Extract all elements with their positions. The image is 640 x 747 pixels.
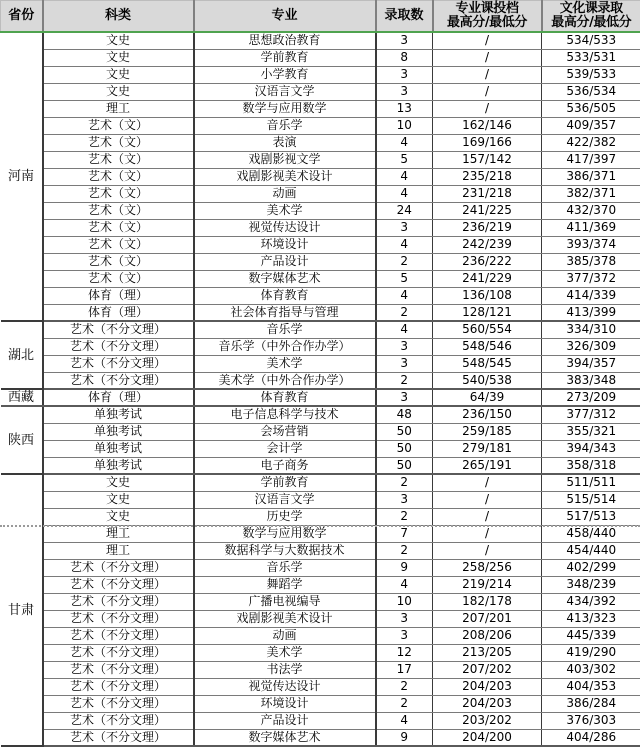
column-header-major-score: [433, 1, 542, 33]
major-score-cell: 241/229: [433, 270, 542, 287]
culture-score-line2: 最高分/最低分: [545, 16, 639, 30]
major-score-cell: 203/202: [433, 712, 542, 729]
culture-score-cell: 515/514: [542, 491, 640, 508]
count-cell: 2: [376, 695, 433, 712]
province-cell: 西藏: [1, 389, 43, 406]
table-row: [1, 185, 640, 202]
major-cell: 视觉传达设计: [194, 678, 376, 695]
major-score-cell: 204/203: [433, 695, 542, 712]
table-row: [1, 457, 640, 474]
count-cell: 2: [376, 508, 433, 525]
major-score-cell: 169/166: [433, 134, 542, 151]
major-score-cell: 136/108: [433, 287, 542, 304]
count-cell: 9: [376, 559, 433, 576]
category-cell: 艺术（不分文理）: [43, 576, 194, 593]
culture-score-cell: 413/323: [542, 610, 640, 627]
culture-score-cell: 385/378: [542, 253, 640, 270]
major-cell: 数字媒体艺术: [194, 729, 376, 746]
major-cell: 动画: [194, 627, 376, 644]
major-cell: 戏剧影视文学: [194, 151, 376, 168]
major-cell: 美术学（中外合作办学）: [194, 372, 376, 389]
table-header: [1, 1, 640, 33]
culture-score-cell: 422/382: [542, 134, 640, 151]
count-cell: 2: [376, 678, 433, 695]
culture-score-cell: 409/357: [542, 117, 640, 134]
table-row: [1, 321, 640, 338]
major-cell: 戏剧影视美术设计: [194, 610, 376, 627]
culture-score-cell: 539/533: [542, 66, 640, 83]
count-cell: 17: [376, 661, 433, 678]
category-cell: 体育（理）: [43, 389, 194, 406]
column-header-category: 科类: [43, 1, 194, 33]
major-cell: 汉语言文学: [194, 491, 376, 508]
category-cell: 艺术（不分文理）: [43, 627, 194, 644]
major-score-cell: /: [433, 32, 542, 49]
table-row: [1, 32, 640, 49]
major-score-cell: 204/203: [433, 678, 542, 695]
table-row: [1, 270, 640, 287]
count-cell: 4: [376, 287, 433, 304]
culture-score-cell: 393/374: [542, 236, 640, 253]
major-score-cell: 207/202: [433, 661, 542, 678]
table-row: [1, 151, 640, 168]
table-row: [1, 372, 640, 389]
table-row: [1, 508, 640, 525]
count-cell: 50: [376, 423, 433, 440]
culture-score-cell: 326/309: [542, 338, 640, 355]
major-cell: 数据科学与大数据技术: [194, 542, 376, 559]
category-cell: 单独考试: [43, 406, 194, 423]
major-score-cell: 236/219: [433, 219, 542, 236]
table-row: [1, 678, 640, 695]
table-row: [1, 236, 640, 253]
category-cell: 艺术（文）: [43, 134, 194, 151]
count-cell: 50: [376, 440, 433, 457]
category-cell: 艺术（文）: [43, 219, 194, 236]
category-cell: 理工: [43, 100, 194, 117]
count-cell: 4: [376, 321, 433, 338]
major-cell: 视觉传达设计: [194, 219, 376, 236]
table-row: [1, 542, 640, 559]
culture-score-cell: 403/302: [542, 661, 640, 678]
table-row: [1, 338, 640, 355]
major-cell: 数学与应用数学: [194, 525, 376, 542]
culture-score-cell: 533/531: [542, 49, 640, 66]
major-cell: 美术学: [194, 644, 376, 661]
category-cell: 文史: [43, 66, 194, 83]
category-cell: 艺术（不分文理）: [43, 695, 194, 712]
culture-score-cell: 334/310: [542, 321, 640, 338]
table-row: [1, 440, 640, 457]
table-row: [1, 134, 640, 151]
major-score-cell: /: [433, 49, 542, 66]
count-cell: 24: [376, 202, 433, 219]
count-cell: 12: [376, 644, 433, 661]
count-cell: 48: [376, 406, 433, 423]
major-score-cell: 540/538: [433, 372, 542, 389]
category-cell: 单独考试: [43, 423, 194, 440]
major-score-cell: 219/214: [433, 576, 542, 593]
table-row: [1, 304, 640, 321]
major-cell: 环境设计: [194, 695, 376, 712]
category-cell: 艺术（不分文理）: [43, 729, 194, 746]
count-cell: 8: [376, 49, 433, 66]
category-cell: 艺术（不分文理）: [43, 321, 194, 338]
major-score-cell: 279/181: [433, 440, 542, 457]
table-row: [1, 729, 640, 746]
count-cell: 3: [376, 83, 433, 100]
culture-score-cell: 411/369: [542, 219, 640, 236]
major-cell: 书法学: [194, 661, 376, 678]
category-cell: 理工: [43, 525, 194, 542]
major-cell: 舞蹈学: [194, 576, 376, 593]
category-cell: 艺术（文）: [43, 185, 194, 202]
category-cell: 文史: [43, 491, 194, 508]
province-cell: 甘肃: [1, 474, 43, 746]
culture-score-cell: 386/284: [542, 695, 640, 712]
header-row: [1, 1, 640, 33]
major-score-cell: 242/239: [433, 236, 542, 253]
major-score-cell: 128/121: [433, 304, 542, 321]
culture-score-cell: 358/318: [542, 457, 640, 474]
category-cell: 单独考试: [43, 457, 194, 474]
major-cell: 美术学: [194, 355, 376, 372]
major-cell: 表演: [194, 134, 376, 151]
table-row: [1, 117, 640, 134]
category-cell: 艺术（不分文理）: [43, 559, 194, 576]
count-cell: 5: [376, 270, 433, 287]
major-score-cell: 213/205: [433, 644, 542, 661]
count-cell: 2: [376, 304, 433, 321]
major-cell: 小学教育: [194, 66, 376, 83]
count-cell: 3: [376, 66, 433, 83]
major-score-cell: 162/146: [433, 117, 542, 134]
major-score-cell: 259/185: [433, 423, 542, 440]
category-cell: 艺术（文）: [43, 168, 194, 185]
category-cell: 艺术（文）: [43, 117, 194, 134]
major-score-cell: 258/256: [433, 559, 542, 576]
culture-score-cell: 434/392: [542, 593, 640, 610]
culture-score-cell: 445/339: [542, 627, 640, 644]
category-cell: 艺术（不分文理）: [43, 610, 194, 627]
count-cell: 2: [376, 474, 433, 491]
table-row: [1, 49, 640, 66]
count-cell: 3: [376, 627, 433, 644]
category-cell: 艺术（文）: [43, 151, 194, 168]
count-cell: 4: [376, 134, 433, 151]
major-score-cell: 182/178: [433, 593, 542, 610]
table-row: [1, 406, 640, 423]
province-cell: 湖北: [1, 321, 43, 389]
count-cell: 4: [376, 185, 433, 202]
major-cell: 思想政治教育: [194, 32, 376, 49]
count-cell: 5: [376, 151, 433, 168]
category-cell: 文史: [43, 474, 194, 491]
major-cell: 戏剧影视美术设计: [194, 168, 376, 185]
major-cell: 产品设计: [194, 253, 376, 270]
major-cell: 音乐学: [194, 321, 376, 338]
major-score-cell: 231/218: [433, 185, 542, 202]
major-score-cell: /: [433, 491, 542, 508]
culture-score-cell: 414/339: [542, 287, 640, 304]
count-cell: 3: [376, 491, 433, 508]
category-cell: 艺术（文）: [43, 270, 194, 287]
culture-score-cell: 376/303: [542, 712, 640, 729]
count-cell: 2: [376, 372, 433, 389]
count-cell: 7: [376, 525, 433, 542]
major-score-cell: /: [433, 542, 542, 559]
culture-score-line1: 文化课录取: [545, 2, 639, 16]
major-cell: 数学与应用数学: [194, 100, 376, 117]
major-score-cell: 236/222: [433, 253, 542, 270]
culture-score-cell: 536/534: [542, 83, 640, 100]
culture-score-cell: 382/371: [542, 185, 640, 202]
category-cell: 艺术（不分文理）: [43, 593, 194, 610]
province-cell: 河南: [1, 32, 43, 321]
major-cell: 音乐学: [194, 559, 376, 576]
category-cell: 文史: [43, 32, 194, 49]
culture-score-cell: 377/372: [542, 270, 640, 287]
major-score-cell: /: [433, 100, 542, 117]
table-row: [1, 661, 640, 678]
count-cell: 10: [376, 117, 433, 134]
count-cell: 13: [376, 100, 433, 117]
major-score-cell: 560/554: [433, 321, 542, 338]
table-row: [1, 474, 640, 491]
category-cell: 文史: [43, 508, 194, 525]
major-score-cell: /: [433, 474, 542, 491]
major-score-cell: 548/546: [433, 338, 542, 355]
major-cell: 汉语言文学: [194, 83, 376, 100]
table-row: [1, 593, 640, 610]
culture-score-cell: 355/321: [542, 423, 640, 440]
culture-score-cell: 413/399: [542, 304, 640, 321]
major-score-cell: 548/545: [433, 355, 542, 372]
table-row: [1, 644, 640, 661]
culture-score-cell: 534/533: [542, 32, 640, 49]
count-cell: 3: [376, 355, 433, 372]
culture-score-cell: 394/357: [542, 355, 640, 372]
category-cell: 艺术（不分文理）: [43, 678, 194, 695]
major-cell: 体育教育: [194, 389, 376, 406]
culture-score-cell: 419/290: [542, 644, 640, 661]
culture-score-cell: 377/312: [542, 406, 640, 423]
count-cell: 4: [376, 712, 433, 729]
culture-score-cell: 404/353: [542, 678, 640, 695]
table-row: [1, 576, 640, 593]
culture-score-cell: 383/348: [542, 372, 640, 389]
count-cell: 3: [376, 610, 433, 627]
major-cell: 会计学: [194, 440, 376, 457]
culture-score-cell: 348/239: [542, 576, 640, 593]
count-cell: 2: [376, 253, 433, 270]
culture-score-cell: 402/299: [542, 559, 640, 576]
count-cell: 2: [376, 542, 433, 559]
table-row: [1, 610, 640, 627]
column-header-count: 录取数: [376, 1, 433, 33]
major-cell: 美术学: [194, 202, 376, 219]
culture-score-cell: 511/511: [542, 474, 640, 491]
table-row: [1, 627, 640, 644]
major-cell: 环境设计: [194, 236, 376, 253]
category-cell: 艺术（不分文理）: [43, 338, 194, 355]
category-cell: 艺术（文）: [43, 202, 194, 219]
major-score-cell: /: [433, 83, 542, 100]
category-cell: 理工: [43, 542, 194, 559]
major-cell: 广播电视编导: [194, 593, 376, 610]
culture-score-cell: 386/371: [542, 168, 640, 185]
category-cell: 单独考试: [43, 440, 194, 457]
table-row: [1, 355, 640, 372]
count-cell: 4: [376, 576, 433, 593]
category-cell: 艺术（文）: [43, 253, 194, 270]
table-body: [1, 32, 640, 746]
major-cell: 音乐学: [194, 117, 376, 134]
category-cell: 艺术（不分文理）: [43, 644, 194, 661]
culture-score-cell: 517/513: [542, 508, 640, 525]
table-row: [1, 695, 640, 712]
major-score-cell: 207/201: [433, 610, 542, 627]
culture-score-cell: 404/286: [542, 729, 640, 746]
major-cell: 电子商务: [194, 457, 376, 474]
major-score-cell: 235/218: [433, 168, 542, 185]
column-header-major: 专业: [194, 1, 376, 33]
column-header-province: 省份: [1, 1, 43, 33]
table-row: [1, 253, 640, 270]
culture-score-cell: 417/397: [542, 151, 640, 168]
major-score-cell: 204/200: [433, 729, 542, 746]
major-score-line1: 专业课投档: [436, 2, 539, 16]
count-cell: 50: [376, 457, 433, 474]
category-cell: 艺术（不分文理）: [43, 661, 194, 678]
culture-score-cell: 273/209: [542, 389, 640, 406]
culture-score-cell: 432/370: [542, 202, 640, 219]
major-cell: 历史学: [194, 508, 376, 525]
category-cell: 文史: [43, 49, 194, 66]
province-cell: 陕西: [1, 406, 43, 474]
table-row: [1, 100, 640, 117]
major-cell: 动画: [194, 185, 376, 202]
major-cell: 音乐学（中外合作办学）: [194, 338, 376, 355]
count-cell: 3: [376, 32, 433, 49]
major-score-cell: 208/206: [433, 627, 542, 644]
major-cell: 数字媒体艺术: [194, 270, 376, 287]
table-row: [1, 287, 640, 304]
major-cell: 学前教育: [194, 49, 376, 66]
major-score-line2: 最高分/最低分: [436, 16, 539, 30]
table-row: [1, 83, 640, 100]
major-score-cell: /: [433, 508, 542, 525]
table-row: [1, 525, 640, 542]
category-cell: 体育（理）: [43, 304, 194, 321]
category-cell: 体育（理）: [43, 287, 194, 304]
table-row: [1, 389, 640, 406]
major-score-cell: 265/191: [433, 457, 542, 474]
category-cell: 艺术（不分文理）: [43, 355, 194, 372]
count-cell: 3: [376, 219, 433, 236]
table-row: [1, 66, 640, 83]
table-row: [1, 423, 640, 440]
count-cell: 10: [376, 593, 433, 610]
category-cell: 艺术（不分文理）: [43, 712, 194, 729]
major-score-cell: 236/150: [433, 406, 542, 423]
culture-score-cell: 458/440: [542, 525, 640, 542]
count-cell: 3: [376, 389, 433, 406]
table-row: [1, 491, 640, 508]
major-cell: 学前教育: [194, 474, 376, 491]
major-cell: 电子信息科学与技术: [194, 406, 376, 423]
count-cell: 3: [376, 338, 433, 355]
major-cell: 体育教育: [194, 287, 376, 304]
category-cell: 艺术（不分文理）: [43, 372, 194, 389]
table-row: [1, 168, 640, 185]
category-cell: 文史: [43, 83, 194, 100]
major-score-cell: 241/225: [433, 202, 542, 219]
column-header-culture-score: [542, 1, 640, 33]
table-row: [1, 559, 640, 576]
major-cell: 会场营销: [194, 423, 376, 440]
culture-score-cell: 454/440: [542, 542, 640, 559]
major-cell: 社会体育指导与管理: [194, 304, 376, 321]
culture-score-cell: 536/505: [542, 100, 640, 117]
table-row: [1, 219, 640, 236]
table-row: [1, 712, 640, 729]
culture-score-cell: 394/343: [542, 440, 640, 457]
major-score-cell: 64/39: [433, 389, 542, 406]
count-cell: 4: [376, 236, 433, 253]
count-cell: 4: [376, 168, 433, 185]
table-row: [1, 202, 640, 219]
major-score-cell: 157/142: [433, 151, 542, 168]
category-cell: 艺术（文）: [43, 236, 194, 253]
count-cell: 9: [376, 729, 433, 746]
major-score-cell: /: [433, 66, 542, 83]
major-cell: 产品设计: [194, 712, 376, 729]
major-score-cell: /: [433, 525, 542, 542]
